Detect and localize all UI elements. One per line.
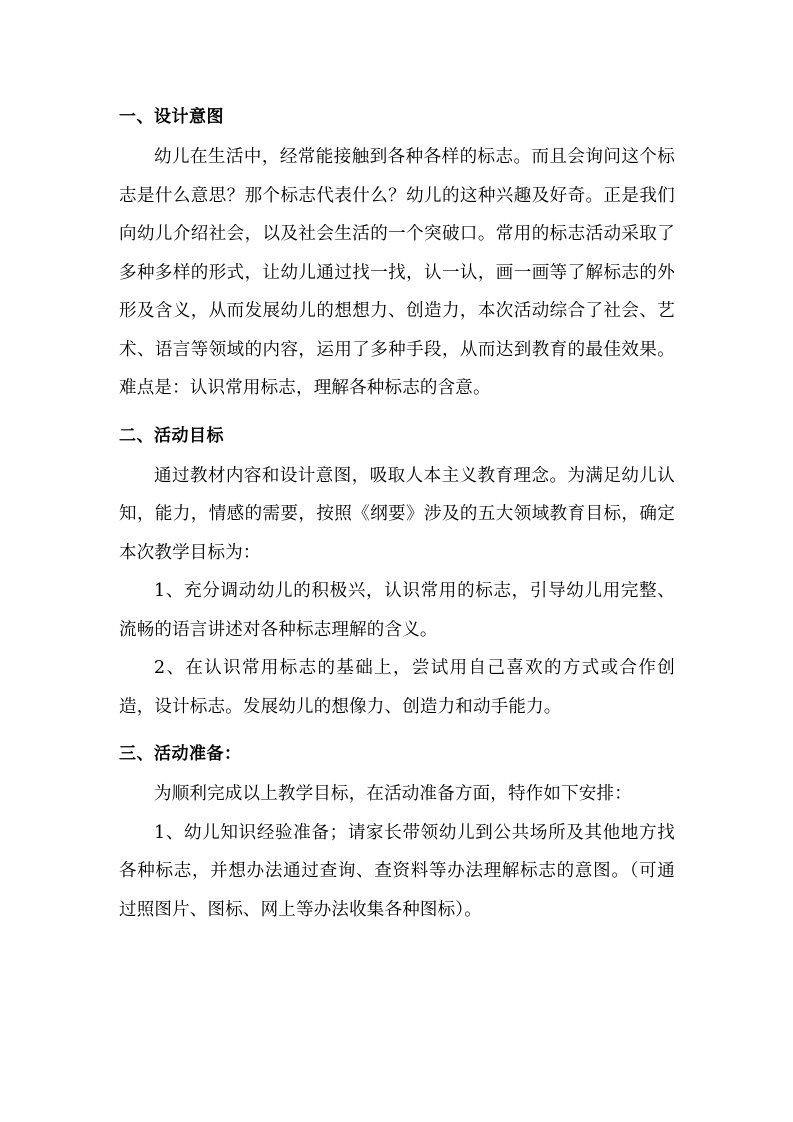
- section-heading-activity-goals: 二、活动目标: [119, 425, 224, 446]
- paragraph-goal-1: 1、充分调动幼儿的积极兴，认识常用的标志，引导幼儿用完整、流畅的语言讲述对各种标志理解的含义。: [119, 581, 675, 640]
- paragraph-preparation-1: 1、幼儿知识经验准备；请家长带领幼儿到公共场所及其他地方找各种标志，并想办法通过查询、查资料等办法理解标志的意图。（可通过照图片、图标、网上等办法收集各种图标）。: [119, 822, 675, 920]
- paragraph-goals-intro: 通过教材内容和设计意图，吸取人本主义教育理念。为满足幼儿认知，能力，情感的需要，按照《纲要》涉及的五大领域教育目标，确定本次教学目标为：: [119, 465, 675, 563]
- paragraph-goal-2: 2、在认识常用标志的基础上，尝试用自己喜欢的方式或合作创造，设计标志。发展幼儿的想像力、创造力和动手能力。: [119, 658, 675, 717]
- paragraph-preparation-intro: 为顺利完成以上教学目标，在活动准备方面，特作如下安排：: [154, 784, 632, 804]
- document-body: [119, 102, 675, 929]
- paragraph-design-intent: 幼儿在生活中，经常能接触到各种各样的标志。而且会询问这个标志是什么意思？那个标志代表什么？幼儿的这种兴趣及好奇。正是我们向幼儿介绍社会，以及社会生活的一个突破口。常用的标志活动采取了多种多样的形式，让幼儿通过找一找，认一认，画一画等了解标志的外形及含义，从而发展幼儿的想想力、创造力，本次活动综合了社会、艺术、语言等领域的内容，运用了多种手段，从而达到教育的最佳效果。难点是：认识常用标志，理解各种标志的含意。: [119, 147, 675, 398]
- section-heading-design-intent: 一、设计意图: [119, 107, 224, 127]
- section-heading-activity-preparation: 三、活动准备：: [119, 744, 242, 764]
